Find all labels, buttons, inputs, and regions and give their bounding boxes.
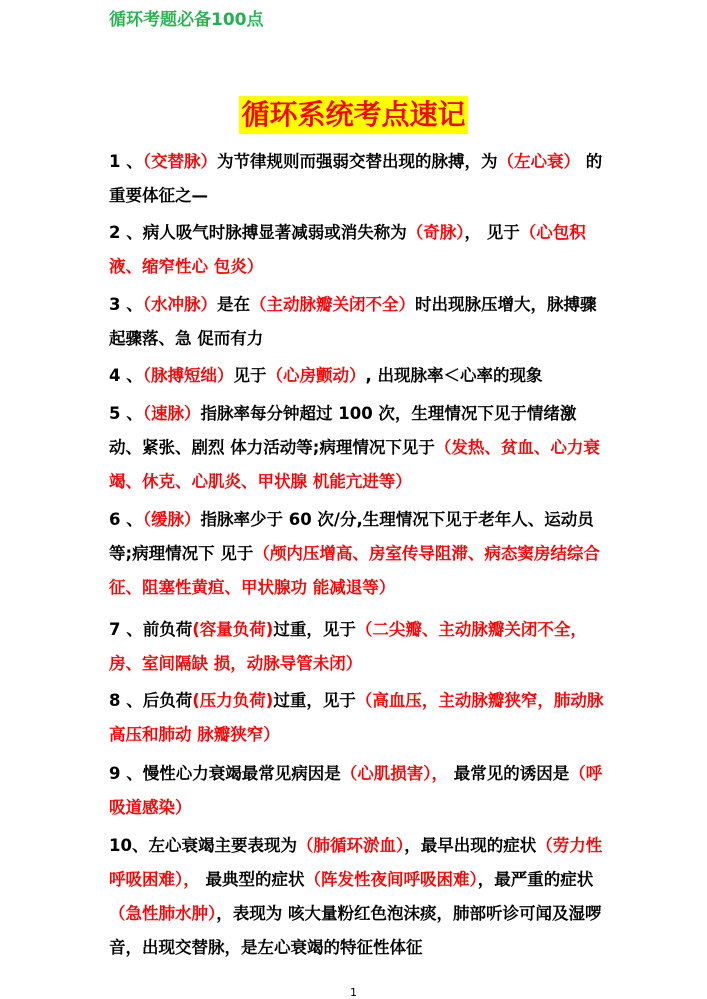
highlight-term: （颅内压增高、房室传导阻滞、病态窦房结综合征、阻塞性黄疸、甲状腺功 能减退等） (109, 544, 600, 597)
item-text: 最典型的症状 (199, 870, 305, 889)
item-text: 为节律规则而强弱交替出现的脉搏，为 (216, 152, 498, 171)
highlight-term: (容量负荷) (192, 620, 274, 639)
list-item (109, 145, 607, 213)
item-text: 见于 (233, 366, 267, 385)
highlight-term: （奇脉） (406, 223, 465, 242)
highlight-term: （二尖瓣、主动脉瓣关闭不全，房、室间隔缺 损，动脉导管未闭） (109, 620, 587, 673)
item-text: 8 、后负荷 (109, 691, 193, 710)
highlight-term: （发热、贫血、心力衰竭、休克、心肌炎、甲状腺 机能亢进等） (109, 438, 600, 491)
list-item (109, 503, 607, 605)
item-text: ，表现为 咳大量粉红色泡沫痰，肺部听诊可闻及湿啰音，出现交替脉，是左心衰竭的特征性体征 (109, 904, 602, 957)
item-text: 7 、前负荷 (109, 620, 193, 639)
highlight-term: （呼吸道感染） (109, 764, 603, 817)
item-text: , 出现脉率＜心率的现象 (365, 366, 543, 385)
highlight-term: （缓脉） (142, 510, 201, 529)
item-text: ，最早出现的症状 (404, 836, 537, 855)
item-text: 5 、 (109, 404, 143, 423)
highlight-term: （主动脉瓣关闭不全） (249, 295, 415, 314)
item-text: 2 、病人吸气时脉搏显著减弱或消失称为 (109, 223, 407, 242)
highlight-term: （心肌损害）， (340, 764, 448, 783)
list-item (109, 288, 607, 356)
list-item (109, 397, 607, 499)
list-item (109, 216, 607, 284)
item-text: 指脉率少于 60 次/分,生理情况下见于老年人、运动员等;病理情况下 见于 (109, 510, 594, 563)
item-text: 过重，见于 (273, 620, 356, 639)
item-text: 时出现脉压增大，脉搏骤起骤落、急 促而有力 (109, 295, 597, 348)
item-text: 过重，见于 (273, 691, 356, 710)
item-text: ， 见于 (464, 223, 520, 242)
highlight-term: （心房颤动） (266, 366, 366, 385)
item-text: 4 、 (109, 366, 143, 385)
item-text: 6 、 (109, 510, 143, 529)
item-text: ，最严重的症状 (477, 870, 594, 889)
list-item (109, 684, 607, 752)
item-text: 是在 (216, 295, 250, 314)
item-text: 1 、 (109, 152, 143, 171)
item-text: 3 、 (109, 295, 143, 314)
highlight-term: （左心衰） (497, 152, 580, 171)
list-item (109, 757, 607, 825)
highlight-term: (压力负荷) (192, 691, 274, 710)
item-text: 的重要体征之— (109, 152, 603, 205)
list-item (109, 359, 607, 393)
item-text: 10、左心衰竭主要表现为 (109, 836, 297, 855)
highlight-term: （速脉） (142, 404, 201, 423)
list-item (109, 613, 607, 681)
highlight-term: （急性肺水肿） (109, 904, 217, 923)
page-number: 1 (350, 986, 357, 999)
highlight-term: （高血压，主动脉瓣狭窄，肺动脉高压和肺动 脉瓣狭窄） (109, 691, 604, 744)
list-item (109, 829, 607, 965)
page-header: 循环考题必备100点 (109, 10, 264, 30)
page-title: 循环系统考点速记 (239, 96, 467, 134)
item-text: 9 、慢性心力衰竭最常见病因是 (109, 764, 341, 783)
highlight-term: （心包积液、缩窄性心 包炎） (109, 223, 586, 276)
item-text: 指脉率每分钟超过 100 次，生理情况下见于情绪激动、紧张、剧烈 体力活动等;病理情况下见于 (109, 404, 577, 457)
highlight-term: （交替脉） (142, 152, 217, 171)
item-text: 最常见的诱因是 (447, 764, 570, 783)
highlight-term: （脉搏短绌） (142, 366, 234, 385)
title-container (0, 96, 707, 134)
highlight-term: （劳力性呼吸困难）， (109, 836, 603, 889)
highlight-term: （阵发性夜间呼吸困难） (304, 870, 478, 889)
highlight-term: （水冲脉） (142, 295, 217, 314)
highlight-term: （肺循环淤血） (296, 836, 405, 855)
